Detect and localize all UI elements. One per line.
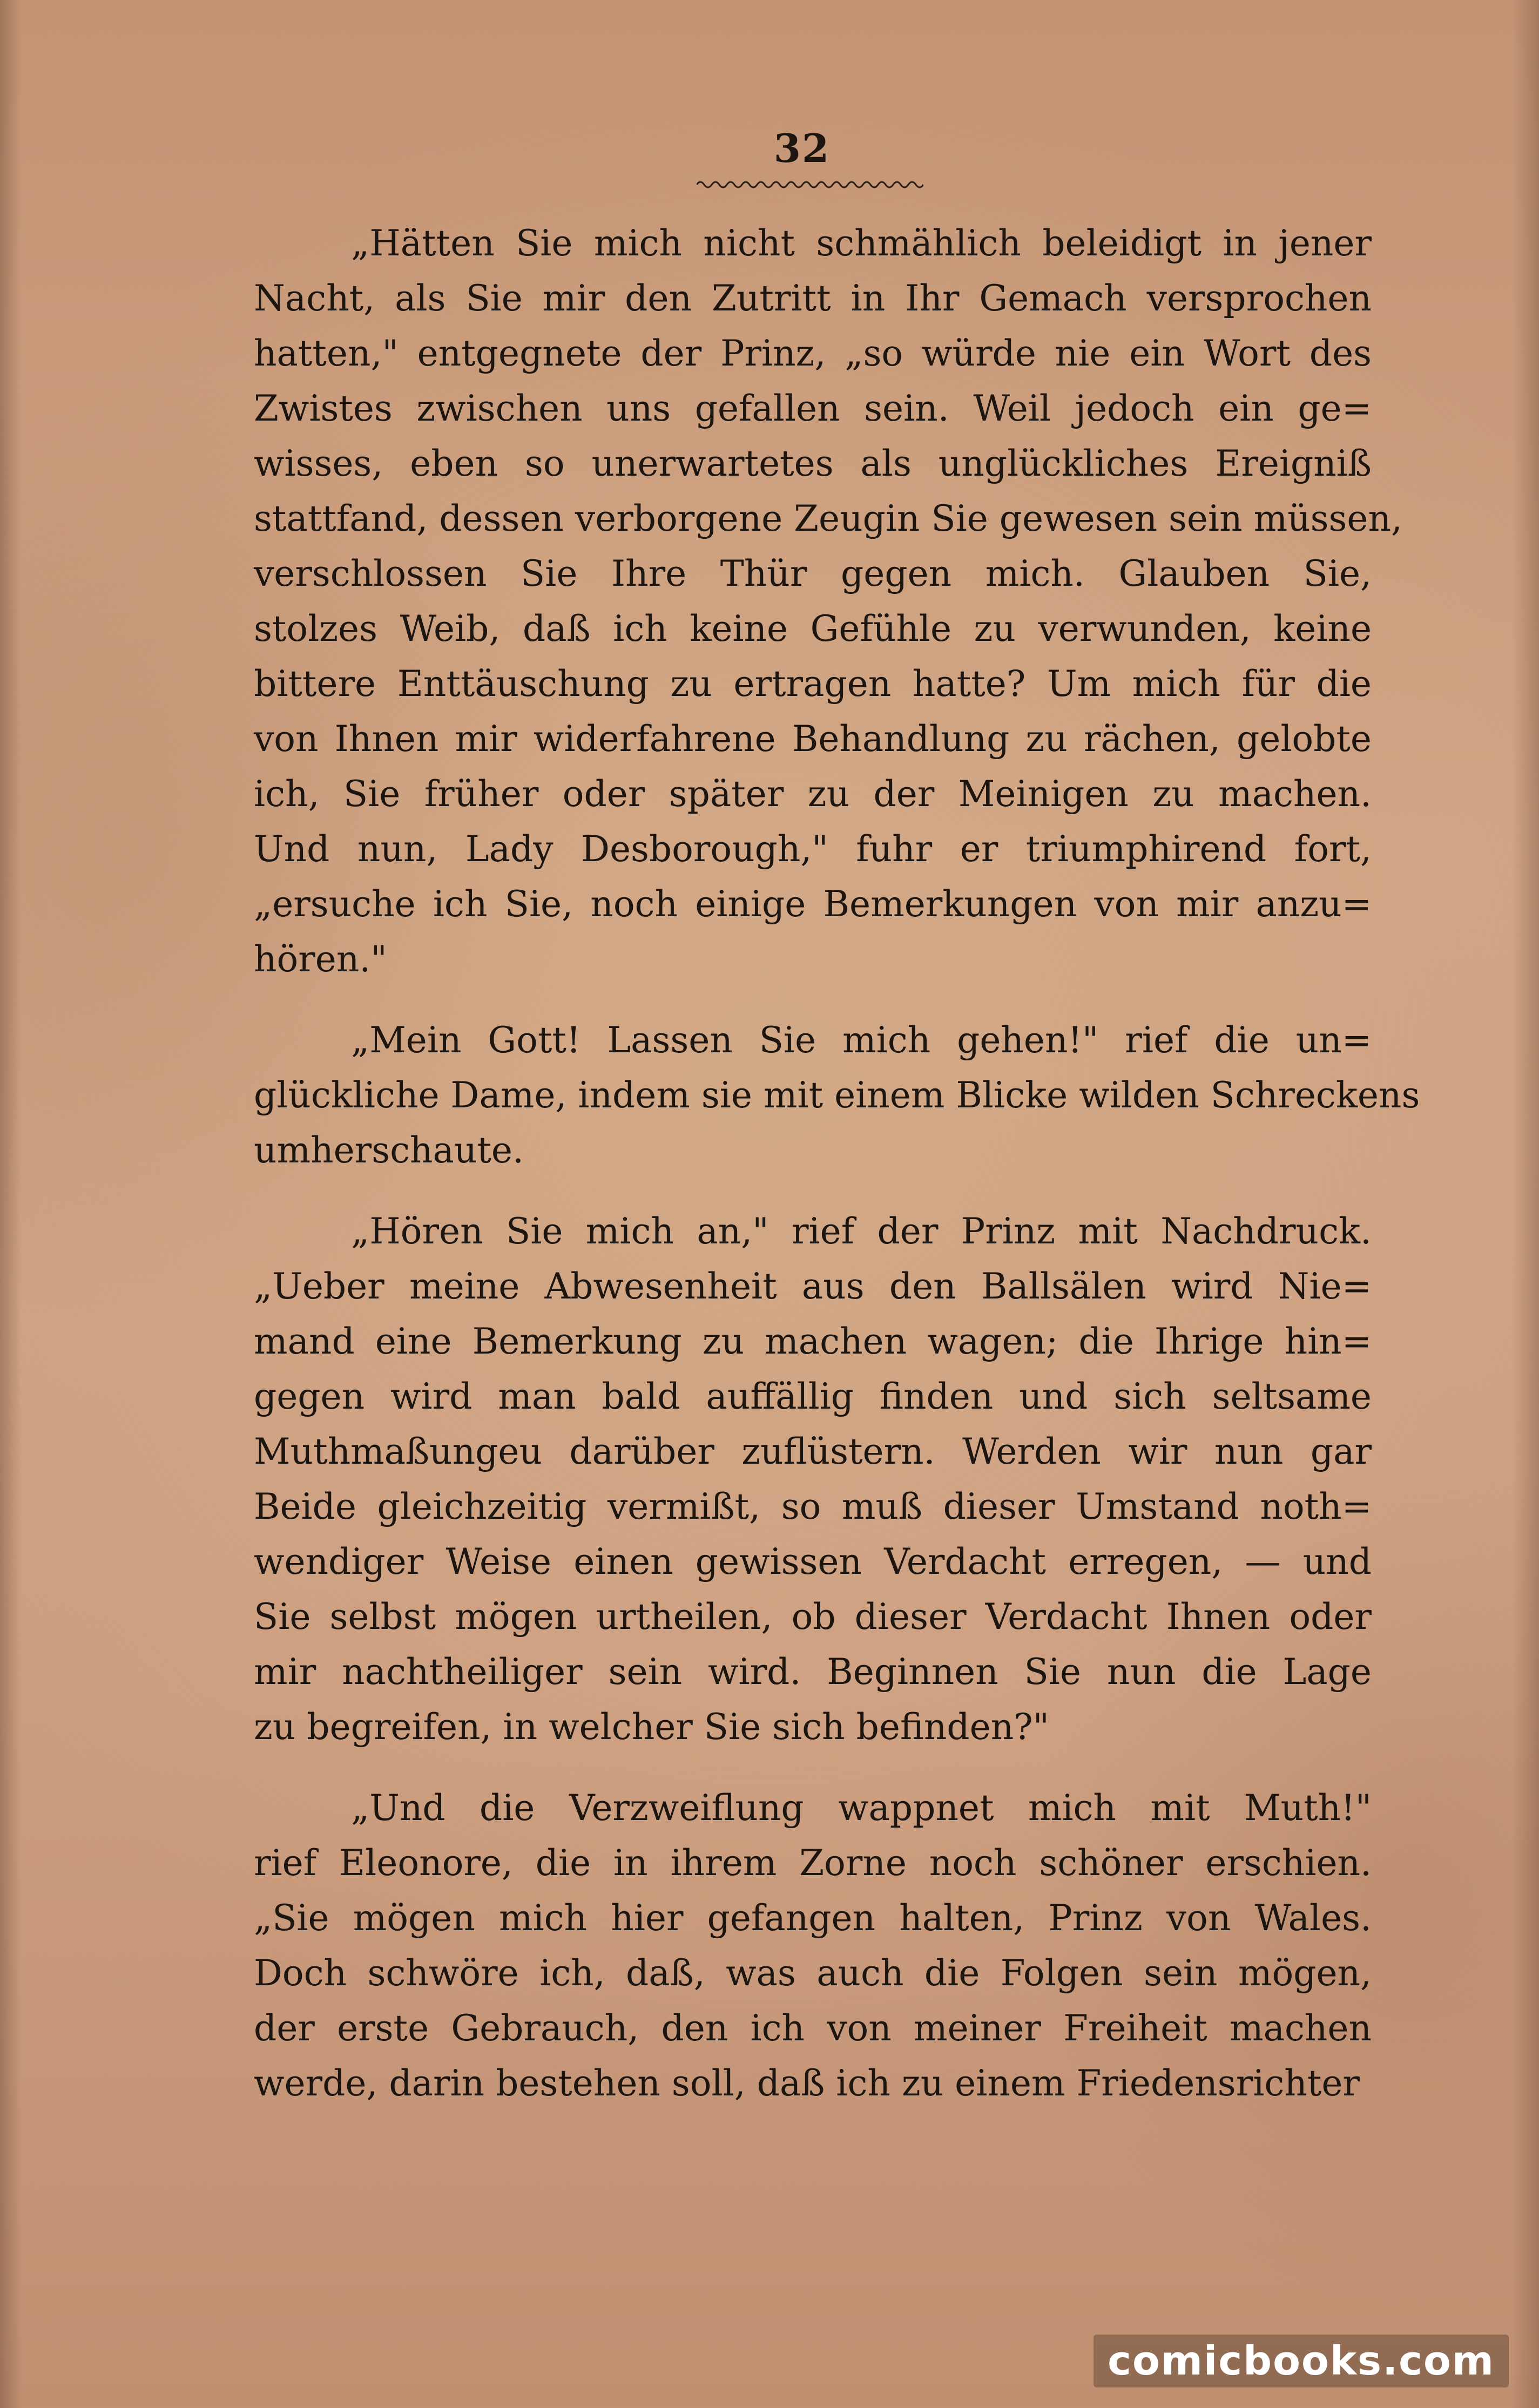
text-line: gegen wird man bald auffällig finden und sich seltsame bbox=[254, 1376, 1372, 1417]
text-line: stattfand, dessen verborgene Zeugin Sie gewesen sein müssen, bbox=[254, 498, 1402, 539]
text-line: „Hören Sie mich an," rief der Prinz mit Nachdruck. bbox=[351, 1210, 1372, 1252]
paragraph bbox=[254, 1204, 1372, 1755]
text-line: werde, darin bestehen soll, daß ich zu einem Friedensrichter bbox=[254, 2062, 1360, 2104]
text-line: umherschaute. bbox=[254, 1129, 524, 1171]
text-line: „Mein Gott! Lassen Sie mich gehen!" rief die un= bbox=[351, 1019, 1372, 1061]
text-line: „Hätten Sie mich nicht schmählich beleidigt in jener bbox=[351, 222, 1372, 264]
text-line: mir nachtheiliger sein wird. Beginnen Sie nun die Lage bbox=[254, 1651, 1372, 1693]
page-number: 32 bbox=[773, 125, 831, 171]
text-line: Beide gleichzeitig vermißt, so muß dieser Umstand noth= bbox=[254, 1486, 1372, 1527]
text-line: von Ihnen mir widerfahrene Behandlung zu rächen, gelobte bbox=[254, 718, 1372, 760]
paragraph bbox=[254, 1781, 1372, 2111]
page-edge-shadow-left bbox=[0, 0, 22, 2408]
paragraph bbox=[254, 1013, 1420, 1178]
text-line: Und nun, Lady Desborough," fuhr er triumphirend fort, bbox=[254, 828, 1372, 870]
text-line: hören." bbox=[254, 938, 387, 980]
text-line: bittere Enttäuschung zu ertragen hatte? Um mich für die bbox=[254, 663, 1372, 705]
text-line: „ersuche ich Sie, noch einige Bemerkungen von mir anzu= bbox=[254, 883, 1372, 925]
page-edge-shadow-right bbox=[1512, 0, 1539, 2408]
paragraph-gap bbox=[254, 987, 1372, 1013]
paragraph bbox=[254, 216, 1402, 987]
text-line: rief Eleonore, die in ihrem Zorne noch schöner erschien. bbox=[254, 1842, 1372, 1884]
text-line: Zwistes zwischen uns gefallen sein. Weil jedoch ein ge= bbox=[254, 388, 1372, 429]
text-line: wendiger Weise einen gewissen Verdacht erregen, — und bbox=[254, 1541, 1372, 1582]
text-line: Nacht, als Sie mir den Zutritt in Ihr Gemach versprochen bbox=[254, 278, 1372, 319]
text-line: hatten," entgegnete der Prinz, „so würde nie ein Wort des bbox=[254, 333, 1372, 374]
body-text bbox=[254, 216, 1420, 2111]
text-line: der erste Gebrauch, den ich von meiner Freiheit machen bbox=[254, 2007, 1372, 2049]
text-line: „Ueber meine Abwesenheit aus den Ballsälen wird Nie= bbox=[254, 1266, 1372, 1307]
text-line: „Und die Verzweiflung wappnet mich mit Muth!" bbox=[351, 1787, 1372, 1829]
text-line: stolzes Weib, daß ich keine Gefühle zu verwunden, keine bbox=[254, 608, 1372, 650]
paragraph-gap bbox=[254, 1755, 1372, 1781]
ornamental-rule bbox=[697, 178, 923, 191]
text-line: glückliche Dame, indem sie mit einem Blicke wilden Schreckens bbox=[254, 1074, 1420, 1116]
text-line: Sie selbst mögen urtheilen, ob dieser Verdacht Ihnen oder bbox=[254, 1596, 1372, 1638]
watermark: comicbooks.com bbox=[1094, 2335, 1509, 2387]
text-line: ich, Sie früher oder später zu der Meinigen zu machen. bbox=[254, 773, 1372, 815]
text-line: mand eine Bemerkung zu machen wagen; die Ihrige hin= bbox=[254, 1321, 1372, 1362]
text-line: „Sie mögen mich hier gefangen halten, Prinz von Wales. bbox=[254, 1897, 1372, 1939]
paragraph-gap bbox=[254, 1178, 1372, 1204]
text-line: wisses, eben so unerwartetes als unglückliches Ereigniß bbox=[254, 443, 1372, 484]
text-line: Muthmaßungeu darüber zuflüstern. Werden wir nun gar bbox=[254, 1431, 1372, 1472]
text-line: zu begreifen, in welcher Sie sich befinden?" bbox=[254, 1706, 1049, 1748]
text-line: Doch schwöre ich, daß, was auch die Folgen sein mögen, bbox=[254, 1952, 1372, 1994]
text-line: verschlossen Sie Ihre Thür gegen mich. Glauben Sie, bbox=[254, 553, 1372, 594]
